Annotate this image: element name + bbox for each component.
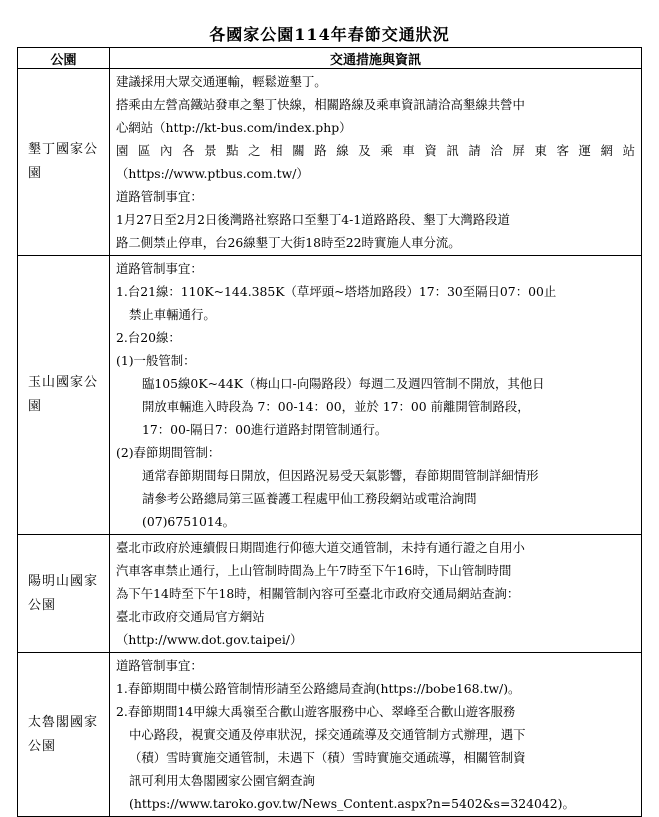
text-line: 訊可利用太魯閣國家公園官網查詢 (129, 773, 315, 788)
text-line: （積）雪時實施交通管制，未遇下（積）雪時實施交通疏導，相關管制資 (129, 750, 526, 765)
link-taroko[interactable]: (https://www.taroko.gov.tw/News_Content.aspx?n=5402&s=324042)。 (129, 796, 575, 811)
text-line: 道路管制事宜： (116, 189, 203, 204)
text-line: (2)春節期間管制： (116, 445, 221, 460)
park-name-yangmingshan: 陽明山國家公園 (18, 535, 110, 653)
measures-yangmingshan (110, 535, 642, 653)
text-line: 建議採用大眾交通運輸，輕鬆遊墾丁。 (116, 74, 327, 89)
text-line: 1.台21線：110K~144.385K（草坪頭~塔塔加路段）17：30至隔日07：00止 (116, 284, 557, 299)
link-ptbus[interactable]: （https://www.ptbus.com.tw/） (116, 166, 309, 181)
table-row-taroko (18, 653, 642, 817)
measures-taroko (110, 653, 642, 817)
text-line: 為下午14時至下午18時，相關管制內容可至臺北市政府交通局網站查詢： (116, 586, 520, 601)
document-title: 各國家公園114年春節交通狀況 (209, 25, 450, 44)
text-line: 通常春節期間每日開放，但因路況易受天氣影響，春節期間管制詳細情形 (142, 468, 539, 483)
text-line: 道路管制事宜： (116, 261, 203, 276)
text-line: (1)一般管制： (116, 353, 196, 368)
text-line: 開放車輛進入時段為 7：00-14：00，並於 17：00 前離開管制路段， (142, 399, 530, 414)
park-name-yushan: 玉山國家公園 (18, 256, 110, 535)
link-dot-taipei[interactable]: （http://www.dot.gov.taipei/） (116, 632, 303, 647)
link-kt-bus[interactable]: 心網站（http://kt-bus.com/index.php） (116, 120, 352, 135)
text-line: 1.春節期間中橫公路管制情形請至公路總局查詢(https://bobe168.tw/)。 (116, 681, 521, 696)
table-row-yushan (18, 256, 642, 535)
text-line: 2.春節期間14甲線大禹嶺至合歡山遊客服務中心、翠峰至合歡山遊客服務 (116, 704, 516, 719)
text-line: 中心路段，視實交通及停車狀況，採交通疏導及交通管制方式辦理，遇下 (129, 727, 526, 742)
text-line: 園區內各景點之相關路線及乘車資訊請洽屏東客運網站 (116, 143, 635, 158)
traffic-table (17, 47, 642, 817)
table-row-kenting (18, 69, 642, 256)
text-line: 汽車客車禁止通行，上山管制時間為上午7時至下午16時，下山管制時間 (116, 563, 512, 578)
park-name-kenting: 墾丁國家公園 (18, 69, 110, 256)
text-line: 請參考公路總局第三區養護工程處甲仙工務段網站或電洽詢問 (142, 491, 477, 506)
table-row-yangmingshan (18, 535, 642, 653)
header-measures: 交通措施與資訊 (110, 48, 642, 69)
text-line: 路二側禁止停車，台26線墾丁大街18時至22時實施人車分流。 (116, 235, 461, 250)
measures-yushan (110, 256, 642, 535)
text-line: 1月27日至2月2日後灣路社察路口至墾丁4-1道路路段、墾丁大灣路段道 (116, 212, 510, 227)
text-line: 禁止車輛通行。 (129, 307, 216, 322)
text-line: 道路管制事宜： (116, 658, 203, 673)
text-line: 臨105線0K~44K（梅山口-向陽路段）每週二及週四管制不開放，其他日 (142, 376, 545, 391)
header-park: 公園 (18, 48, 110, 69)
text-line: 臺北市政府於連續假日期間進行仰德大道交通管制，未持有通行證之自用小 (116, 540, 525, 555)
text-line: 搭乘由左營高鐵站發車之墾丁快線，相關路線及乘車資訊請洽高墾線共營中 (116, 97, 525, 112)
text-line: 臺北市政府交通局官方網站 (116, 609, 265, 624)
table-header-row (18, 48, 642, 69)
phone-number: (07)6751014。 (142, 514, 236, 529)
text-line: 17：00-隔日7：00進行道路封閉管制通行。 (142, 422, 388, 437)
text-line: 2.台20線： (116, 330, 181, 345)
measures-kenting (110, 69, 642, 256)
park-name-taroko: 太魯閣國家公園 (18, 653, 110, 817)
